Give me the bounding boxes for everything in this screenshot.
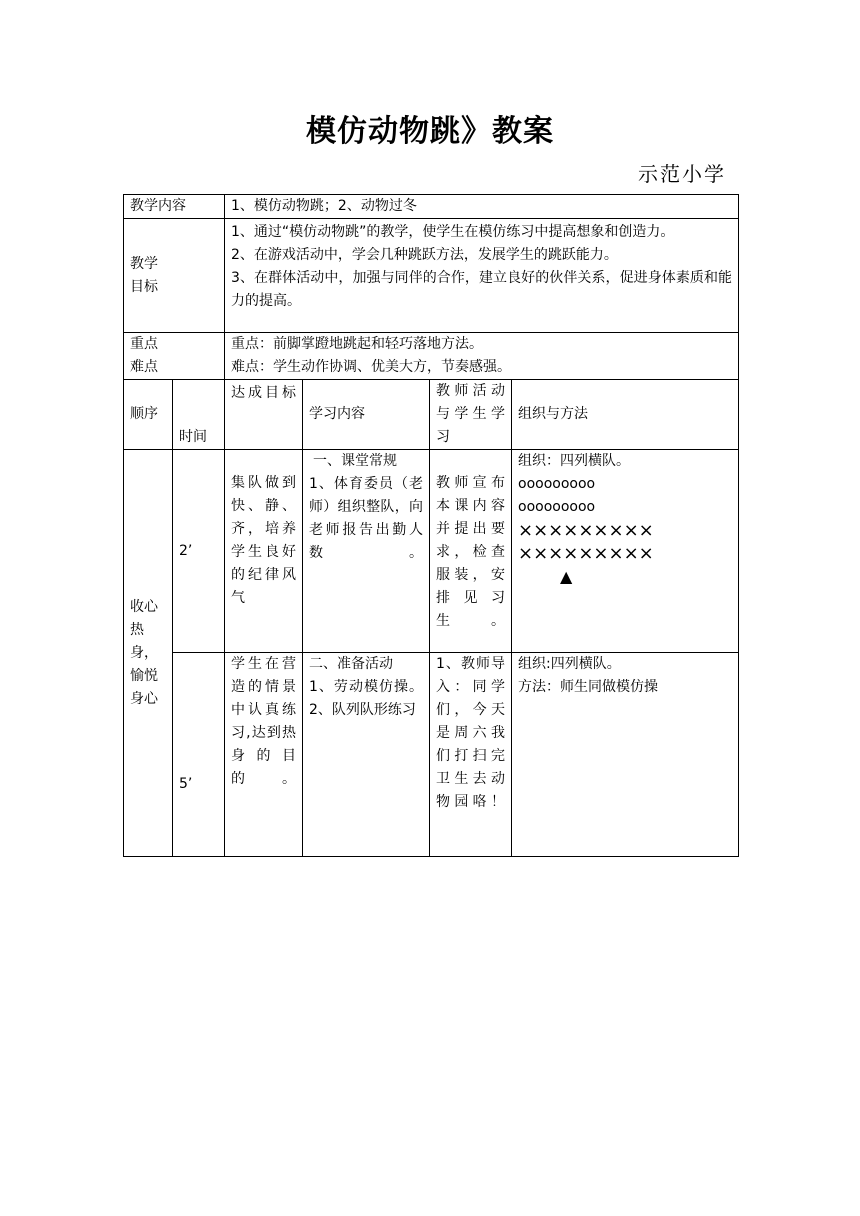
row1-goal: 集队做到快、静、齐，培养学生良好的纪律风气 (225, 450, 303, 653)
keypoints-label-line1: 重点 (130, 336, 158, 352)
objective-item: 2、在游戏活动中，学会几种跳跃方法，发展学生的跳跃能力。 (231, 247, 618, 263)
objectives-list (225, 219, 739, 333)
row2-org-title: 组织:四列横队。 (518, 656, 621, 672)
lesson-plan-table (123, 194, 739, 857)
content-label: 教学内容 (124, 195, 225, 219)
formation-teacher-marker: ▲ (560, 567, 573, 586)
row2-time: 5’ (173, 653, 225, 857)
objectives-row (124, 219, 739, 333)
keypoints-text (225, 333, 739, 380)
header-time: 时间 (173, 380, 225, 450)
row2-learning-item1: 1、劳动模仿操。 (309, 679, 423, 695)
formation-students-row-3: ××××××××× (518, 520, 654, 541)
page-title: 模仿动物跳》教案 (306, 114, 554, 149)
school-name: 示范小学 (638, 162, 726, 186)
objectives-label (124, 219, 225, 333)
row2-learning-item2: 2、队列队形练习 (309, 702, 416, 718)
row1-learning-title: 一、课堂常规 (313, 453, 397, 469)
keypoints-label (124, 333, 225, 380)
row2-learning (303, 653, 430, 857)
keypoints-label-line2: 难点 (130, 359, 158, 375)
row1-learning (303, 450, 430, 653)
header-org: 组织与方法 (512, 380, 739, 450)
row1-org-title: 组织：四列横队。 (518, 453, 630, 469)
formation-students-row-1: ooooooooo (518, 476, 596, 492)
keypoints-row (124, 333, 739, 380)
row2-org (512, 653, 739, 857)
section-row-1 (124, 450, 739, 653)
row2-org-method: 方法：师生同做模仿操 (518, 679, 658, 695)
header-learning: 学习内容 (303, 380, 430, 450)
row2-goal: 学生在营造的情景中认真练习,达到热身的目的。 (225, 653, 303, 857)
row1-teacher: 教师宣布本课内容并提出要求，检查服装，安排见习生。 (430, 450, 512, 653)
objectives-label-line1: 教学 (130, 255, 158, 272)
objective-item: 3、在群体活动中，加强与同伴的合作，建立良好的伙伴关系，促进身体素质和能力的提高。 (231, 270, 733, 309)
difficulty-point: 难点：学生动作协调、优美大方，节奏感强。 (231, 359, 511, 375)
row1-learning-body: 1、体育委员（老师）组织整队，向老师报告出勤人数。 (309, 476, 423, 561)
row1-time: 2’ (173, 450, 225, 653)
row2-teacher: 1、教师导入：同学们，今天是周六我们打扫完卫生去动物园咯！ (430, 653, 512, 857)
objectives-label-line2: 目标 (130, 278, 158, 295)
header-order: 顺序 (124, 380, 173, 450)
content-value: 1、模仿动物跳；2、动物过冬 (225, 195, 739, 219)
row1-org (512, 450, 739, 653)
section-name: 收心热身，愉悦身心 (124, 450, 173, 857)
key-point: 重点：前脚掌蹬地跳起和轻巧落地方法。 (231, 336, 483, 352)
header-row (124, 380, 739, 450)
formation-students-row-2: ooooooooo (518, 499, 596, 515)
formation-students-row-4: ××××××××× (518, 543, 654, 564)
header-teacher: 教师活动与学生学习 (430, 380, 512, 450)
objective-item: 1、通过“模仿动物跳”的教学，使学生在模仿练习中提高想象和创造力。 (231, 224, 675, 240)
section-row-2 (124, 653, 739, 857)
content-row (124, 195, 739, 219)
row2-learning-title: 二、准备活动 (309, 656, 393, 672)
header-goal: 达成目标 (225, 380, 303, 450)
